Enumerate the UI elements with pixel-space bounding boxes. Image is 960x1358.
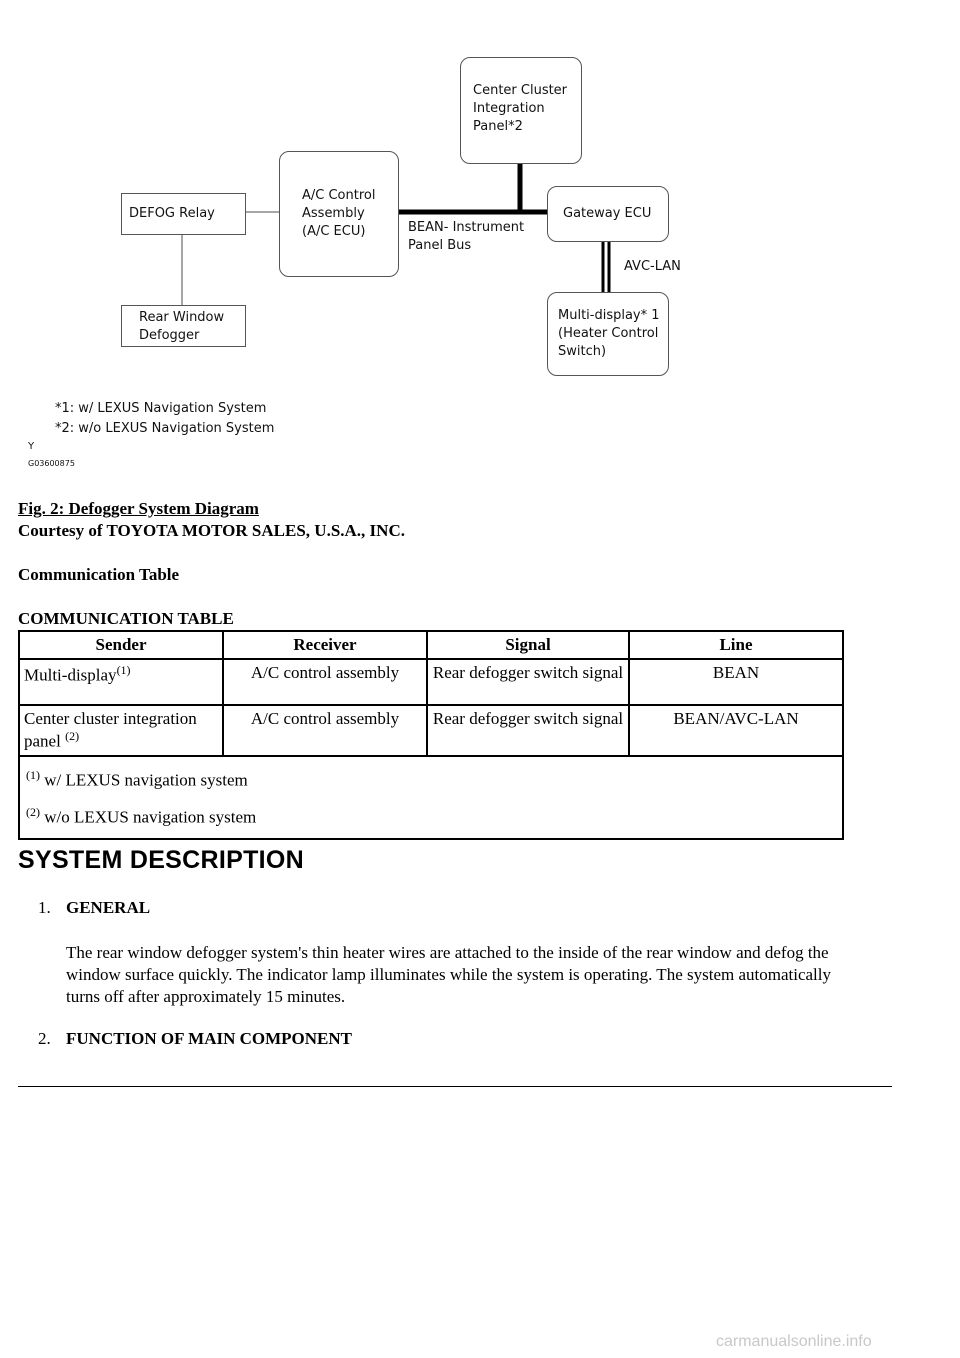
ac-control-label: A/C Control Assembly (A/C ECU) (302, 188, 376, 239)
header-sender: Sender (19, 631, 223, 659)
sender-text: Center cluster integration panel (24, 709, 197, 751)
table-row (19, 705, 843, 756)
avc-lan-label: AVC-LAN (624, 259, 681, 274)
gateway-ecu-label: Gateway ECU (563, 206, 652, 221)
footnotes-cell (19, 756, 843, 839)
defog-relay-box (121, 193, 246, 235)
center-cluster-box (460, 57, 582, 164)
footnote-mark: (2) (26, 805, 40, 820)
footnote-text: w/o LEXUS navigation system (44, 807, 257, 827)
multi-display-box (547, 292, 669, 376)
rear-window-defogger-box (121, 305, 246, 347)
signal-cell: Rear defogger switch signal (427, 705, 629, 756)
watermark: carmanualsonline.info (716, 1333, 872, 1350)
receiver-cell: A/C control assembly (223, 659, 427, 705)
defog-relay-label: DEFOG Relay (129, 206, 215, 221)
rear-window-defogger-label: Rear Window Defogger (139, 310, 225, 343)
corner-mark: Y (28, 441, 35, 452)
receiver-cell: A/C control assembly (223, 705, 427, 756)
line-cell: BEAN/AVC-LAN (629, 705, 843, 756)
signal-cell: Rear defogger switch signal (427, 659, 629, 705)
multi-display-label: Multi-display* 1 (Heater Control Switch) (558, 308, 660, 359)
ac-control-box (279, 151, 399, 277)
gateway-ecu-box (547, 186, 669, 242)
footnote-ref: (1) (116, 663, 131, 677)
figure-code: G03600875 (28, 459, 75, 468)
figure-title: Fig. 2: Defogger System Diagram (18, 499, 259, 518)
communication-table-title: COMMUNICATION TABLE (18, 609, 234, 628)
sender-text: Multi-display (24, 665, 117, 685)
header-receiver: Receiver (223, 631, 427, 659)
legend-item-1: *1: w/ LEXUS Navigation System (55, 401, 267, 416)
figure-caption (18, 498, 405, 542)
header-signal: Signal (427, 631, 629, 659)
footnote-ref: (2) (65, 729, 80, 743)
header-line: Line (629, 631, 843, 659)
general-paragraph: The rear window defogger system's thin heater wires are attached to the inside of the rear window and defog the window surface quickly. The indicator lamp illuminates while the system is operating. The system automatically turns off after approximately 15 minutes. (66, 943, 831, 1006)
line-cell: BEAN (629, 659, 843, 705)
list-item-number: 1. (38, 898, 51, 917)
list-item-number: 2. (38, 1029, 51, 1048)
page-divider (18, 1086, 892, 1087)
system-description-title: SYSTEM DESCRIPTION (18, 846, 304, 874)
sender-cell (19, 659, 223, 705)
footnote-mark: (1) (26, 767, 40, 782)
legend-item-2: *2: w/o LEXUS Navigation System (55, 421, 275, 436)
sender-cell (19, 705, 223, 756)
list-item-heading: GENERAL (66, 898, 151, 917)
list-item-heading: FUNCTION OF MAIN COMPONENT (66, 1029, 352, 1048)
communication-table-section-label: Communication Table (18, 565, 180, 584)
figure-courtesy: Courtesy of TOYOTA MOTOR SALES, U.S.A., INC. (18, 521, 405, 540)
table-row (19, 659, 843, 705)
footnote-1 (26, 759, 836, 797)
table-header-row (19, 631, 843, 659)
footnote-text: w/ LEXUS navigation system (44, 770, 248, 790)
center-cluster-label: Center Cluster Integration Panel*2 (473, 83, 568, 134)
footnote-2 (26, 796, 836, 834)
table-footnote-row (19, 756, 843, 839)
communication-table (18, 630, 844, 840)
bean-bus-label: BEAN- Instrument Panel Bus (408, 220, 525, 253)
defogger-system-diagram (0, 0, 960, 480)
